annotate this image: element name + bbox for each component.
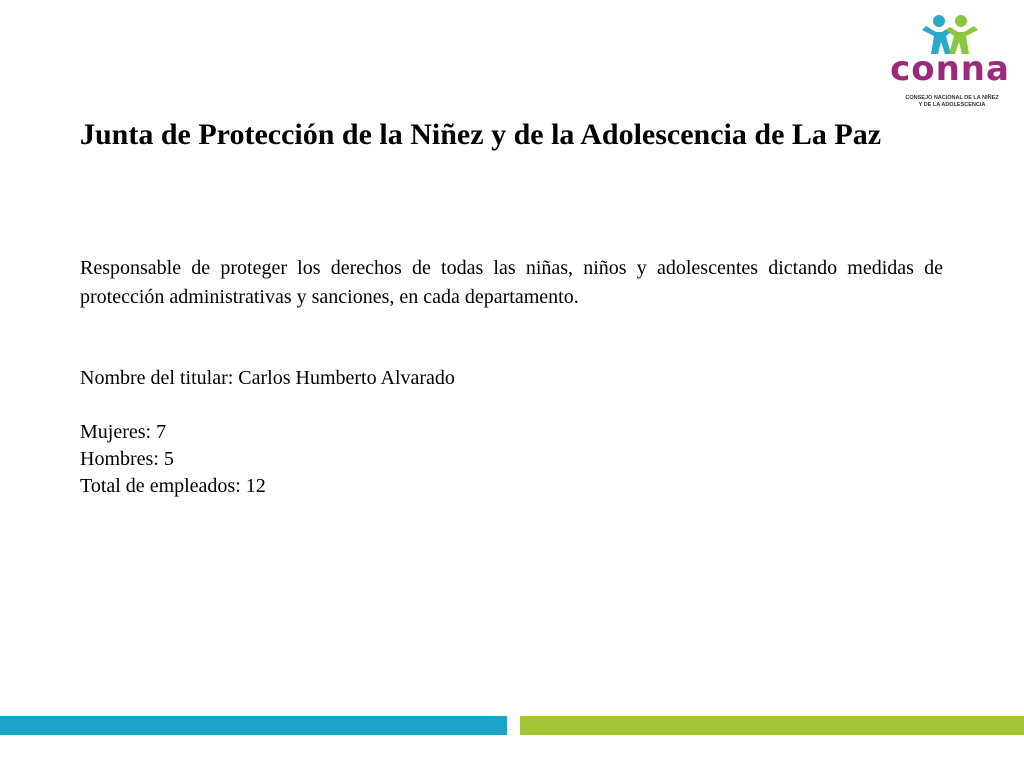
conna-logo: [890, 14, 1010, 108]
footer-bar-green: [520, 716, 1024, 735]
logo-subtitle-line-2: Y DE LA ADOLESCENCIA: [918, 102, 986, 108]
logo-wordmark: conna: [890, 49, 1010, 89]
description-paragraph: Responsable de proteger los derechos de todas las niñas, niños y adolescentes dictando medidas de protección administrativas y sanciones, en cada departamento.: [80, 257, 943, 308]
total-employees: Total de empleados: 12: [80, 475, 266, 497]
men-count: Hombres: 5: [80, 448, 174, 470]
women-count: Mujeres: 7: [80, 421, 167, 443]
footer-bar-blue: [0, 716, 507, 735]
titular-name: Nombre del titular: Carlos Humberto Alvarado: [80, 367, 455, 389]
logo-subtitle: [896, 95, 1008, 109]
logo-subtitle-line-1: CONSEJO NACIONAL DE LA NIÑEZ: [905, 95, 999, 101]
slide-title: Junta de Protección de la Niñez y de la Adolescencia de La Paz: [80, 118, 882, 151]
